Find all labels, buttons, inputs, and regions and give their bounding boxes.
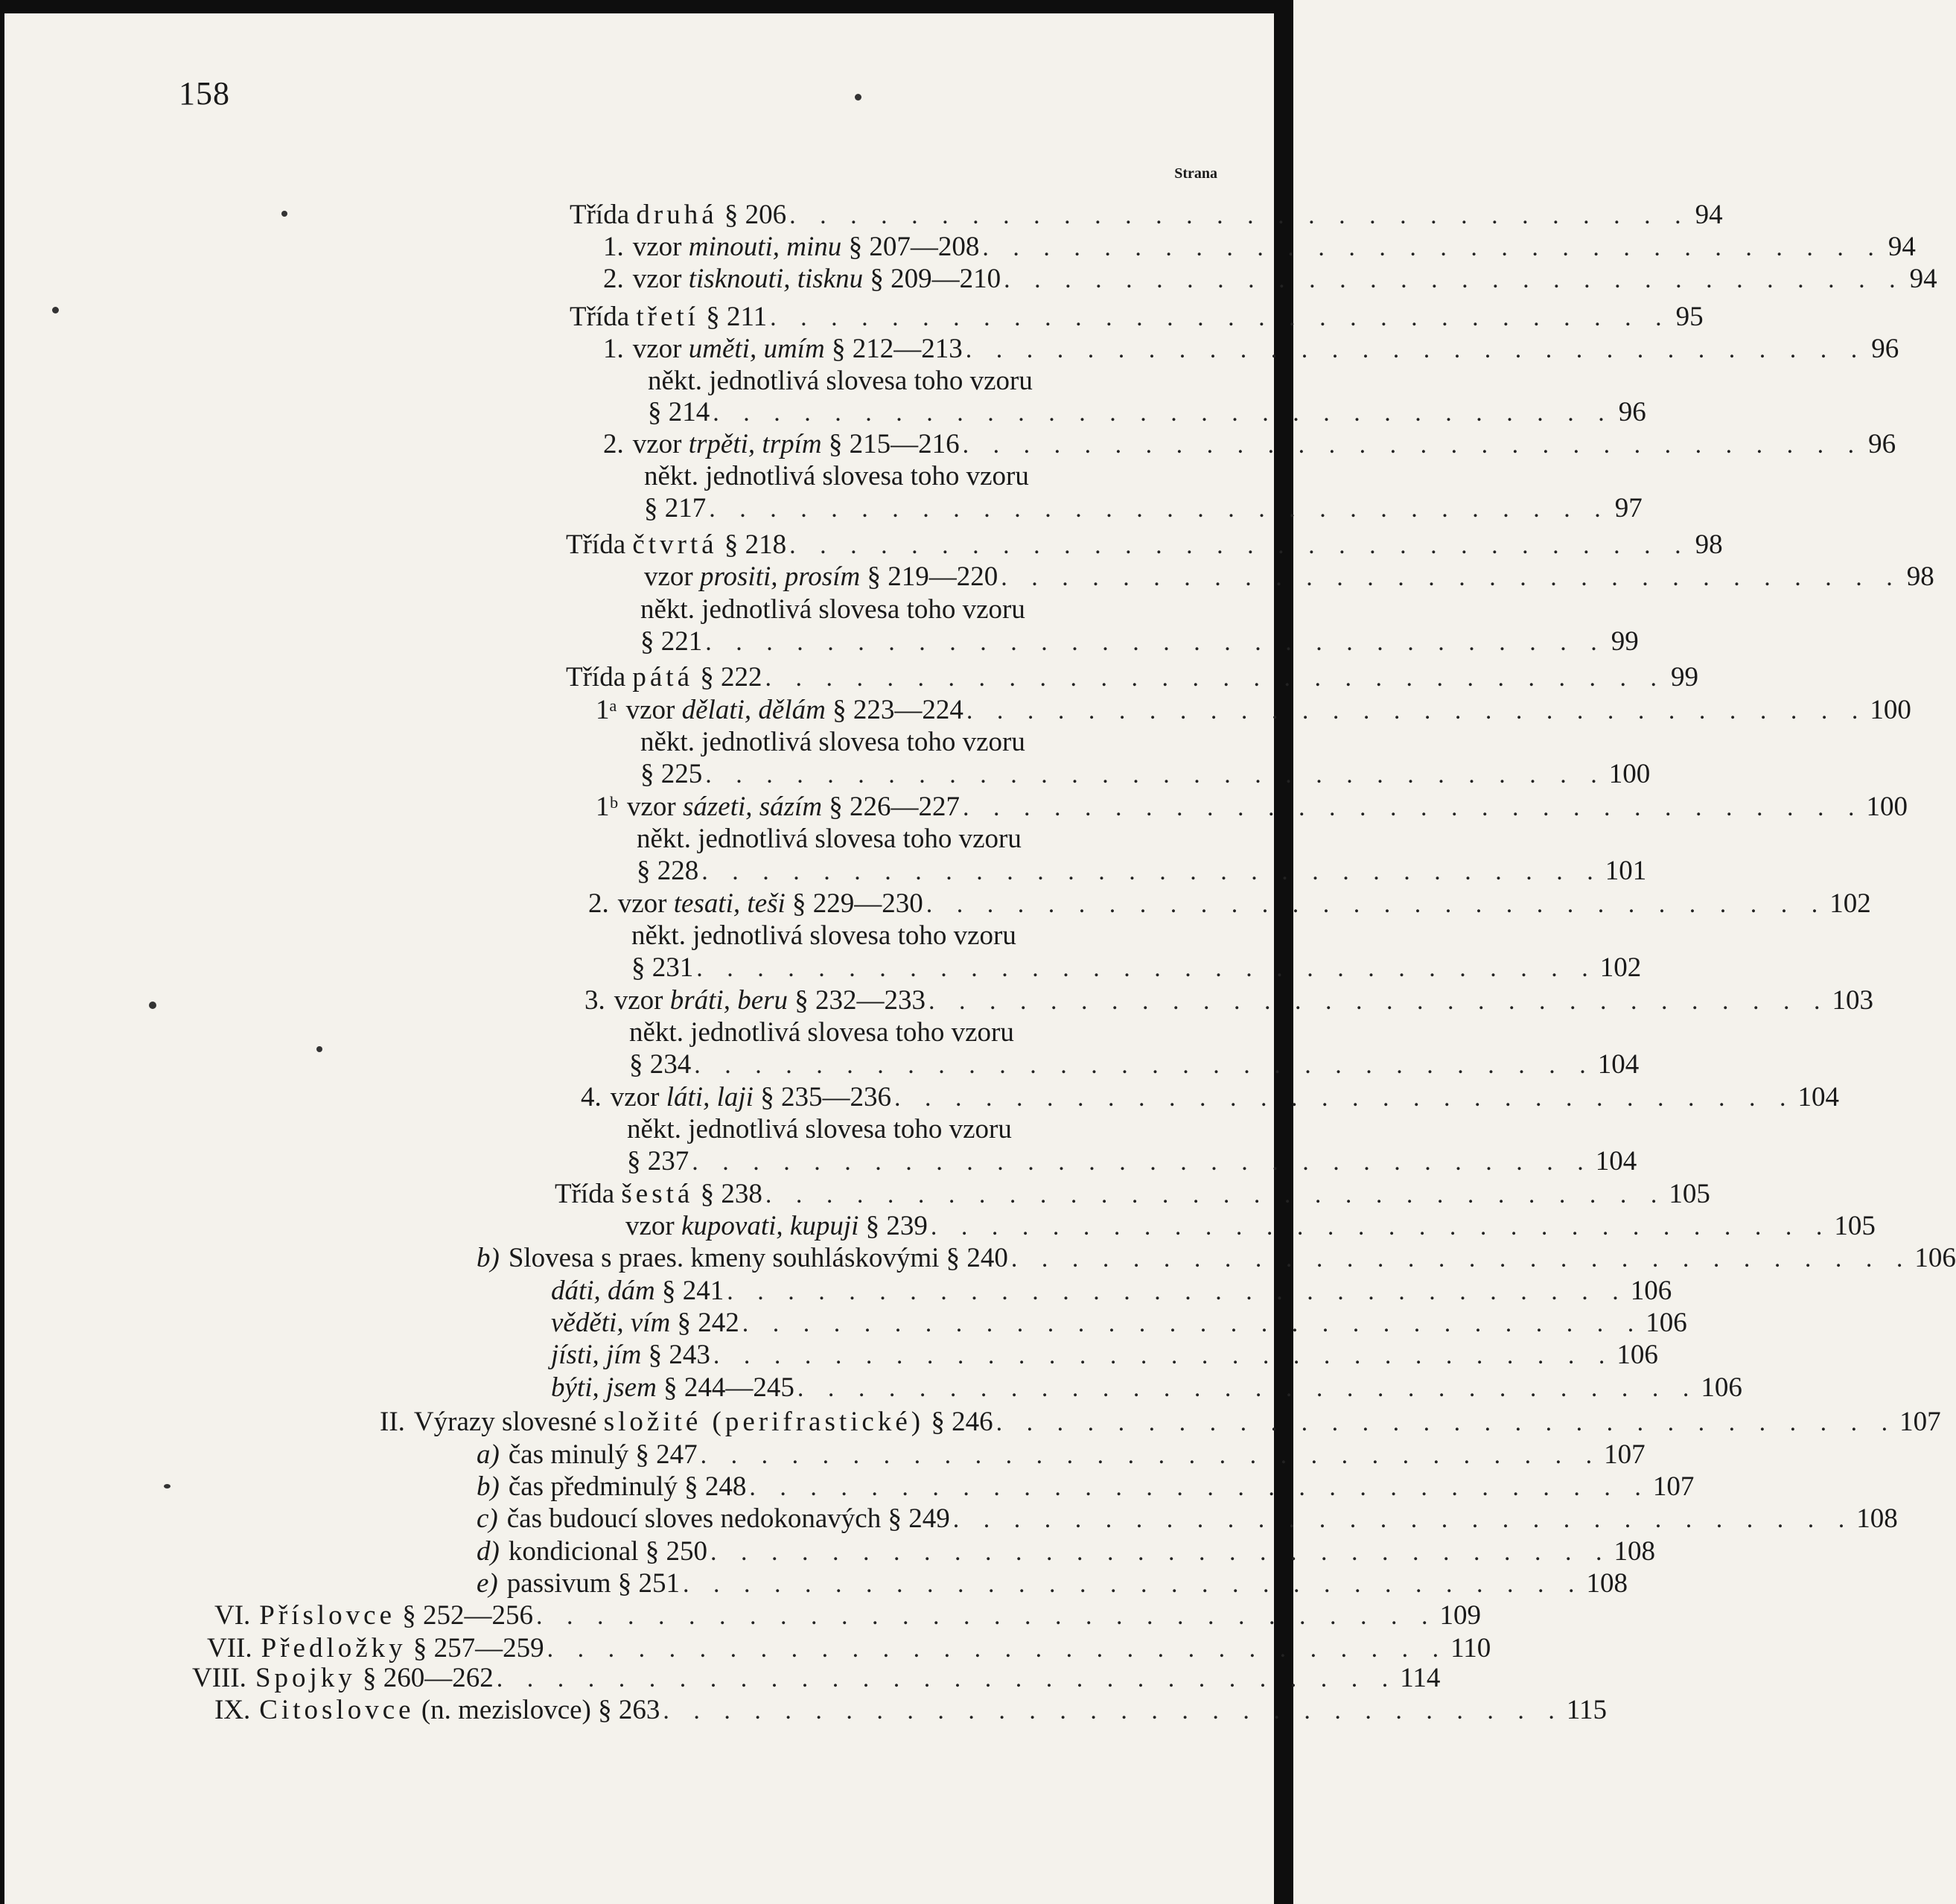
toc-entry-pattern: jísti, jím bbox=[551, 1340, 642, 1370]
toc-entry-title bbox=[629, 1048, 691, 1081]
toc-entry-text: třetí bbox=[636, 302, 699, 332]
toc-entry-page: 104 bbox=[1595, 1146, 1637, 1177]
toc-entry bbox=[644, 561, 1934, 593]
toc-entry-page: 106 bbox=[1630, 1276, 1672, 1306]
toc-entry bbox=[631, 920, 1191, 952]
toc-entry bbox=[551, 1307, 1687, 1340]
toc-dot-leader: . . . . . . . . . . . . . . . . . . . . . . . . . . . . . . bbox=[547, 1635, 1448, 1663]
toc-dot-leader: . . . . . . . . . . . . . . . . . . . . . . . . . . . . . . bbox=[696, 955, 1597, 982]
toc-entry-title bbox=[640, 758, 702, 791]
toc-entry-text: vzor bbox=[632, 232, 689, 262]
toc-entry bbox=[555, 1178, 1710, 1211]
toc-entry-number: 4. bbox=[581, 1082, 602, 1112]
toc-entry-text: § 239 bbox=[858, 1211, 928, 1241]
toc-entry-text: § 212—213 bbox=[824, 334, 963, 364]
toc-entry-title bbox=[627, 1113, 1012, 1146]
toc-entry bbox=[566, 529, 1723, 561]
toc-entry-text: Třída bbox=[566, 529, 633, 560]
toc-entry bbox=[477, 1439, 1646, 1471]
toc-entry bbox=[603, 263, 1937, 296]
toc-entry-text: § 232—233 bbox=[788, 985, 926, 1016]
toc-entry-number: 3. bbox=[584, 985, 605, 1016]
toc-dot-leader: . . . . . . . . . . . . . . . . . . . . . . . . . . . . . . bbox=[966, 697, 1867, 725]
toc-entry-number: d) bbox=[477, 1536, 500, 1567]
toc-entry-number: 2. bbox=[603, 264, 624, 294]
toc-entry bbox=[477, 1535, 1656, 1568]
toc-entry-pattern: láti, laji bbox=[666, 1082, 754, 1112]
toc-entry-text: § 207—208 bbox=[841, 232, 980, 262]
toc-entry-title bbox=[633, 263, 1001, 296]
toc-entry bbox=[477, 1242, 1956, 1275]
toc-entry-title bbox=[644, 561, 998, 593]
toc-entry-page: 94 bbox=[1695, 200, 1723, 230]
toc-entry-pattern: tisknouti, tisknu bbox=[688, 264, 864, 294]
toc-dot-leader: . . . . . . . . . . . . . . . . . . . . . . . . . . . . . . bbox=[692, 1148, 1593, 1176]
toc-entry-title bbox=[259, 1694, 660, 1727]
column-header-strana: Strana bbox=[1174, 165, 1217, 182]
toc-entry-text: druhá bbox=[636, 200, 718, 230]
toc-entry-page: 102 bbox=[1599, 952, 1642, 983]
toc-entry bbox=[192, 1662, 1441, 1695]
scan-border-top bbox=[0, 0, 1293, 13]
toc-entry-pattern: trpěti, trpím bbox=[688, 429, 822, 459]
toc-entry-page: 106 bbox=[1646, 1308, 1687, 1338]
toc-entry-text: § 243 bbox=[641, 1340, 710, 1370]
toc-entry bbox=[627, 1145, 1637, 1178]
toc-entry-text: § 235—236 bbox=[753, 1082, 891, 1112]
toc-entry-text: § 242 bbox=[670, 1308, 739, 1338]
toc-entry-text: vzor bbox=[632, 334, 689, 364]
toc-entry-text: § 214 bbox=[648, 397, 710, 427]
toc-entry bbox=[551, 1339, 1658, 1372]
toc-entry bbox=[644, 460, 1191, 493]
toc-entry bbox=[207, 1632, 1491, 1665]
toc-entry-page: 107 bbox=[1652, 1471, 1695, 1502]
toc-entry-page: 101 bbox=[1605, 856, 1647, 886]
toc-entry-text: Výrazy slovesné bbox=[413, 1407, 604, 1437]
scan-speck bbox=[149, 1002, 156, 1009]
toc-entry-text: kondicional § 250 bbox=[508, 1536, 708, 1567]
toc-dot-leader: . . . . . . . . . . . . . . . . . . . . . . . . . . . . . . bbox=[965, 336, 1867, 363]
toc-dot-leader: . . . . . . . . . . . . . . . . . . . . . . . . . . . . . . bbox=[701, 858, 1602, 885]
scan-speck bbox=[281, 211, 287, 217]
toc-entry-text: passivum § 251 bbox=[506, 1568, 681, 1599]
toc-entry-page: 96 bbox=[1871, 334, 1899, 364]
toc-dot-leader: . . . . . . . . . . . . . . . . . . . . . . . . . . . . . . bbox=[952, 1506, 1854, 1533]
toc-entry-text: někt. jednotlivá slovesa toho vzoru bbox=[627, 1114, 1012, 1144]
toc-entry-title bbox=[509, 1439, 698, 1471]
toc-entry-text: § 257—259 bbox=[406, 1633, 544, 1663]
toc-entry-page: 100 bbox=[1608, 759, 1651, 789]
toc-entry-text: vzor bbox=[632, 429, 689, 459]
toc-dot-leader: . . . . . . . . . . . . . . . . . . . . . . . . . . . . . . bbox=[765, 1181, 1666, 1209]
toc-entry-page: 104 bbox=[1797, 1082, 1839, 1112]
toc-entry-text: § 246 bbox=[924, 1407, 993, 1437]
toc-entry-pattern: tesati, teši bbox=[673, 888, 786, 919]
toc-entry-title bbox=[640, 625, 702, 658]
toc-entry-text: vzor bbox=[632, 264, 689, 294]
toc-entry-page: 110 bbox=[1450, 1633, 1491, 1663]
toc-dot-leader: . . . . . . . . . . . . . . . . . . . . . . . . . . . . . . bbox=[536, 1602, 1437, 1630]
toc-entry-text: čtvrtá bbox=[632, 529, 718, 560]
toc-entry bbox=[629, 1016, 1191, 1049]
toc-entry-title bbox=[644, 492, 706, 525]
toc-dot-leader: . . . . . . . . . . . . . . . . . . . . . . . . . . . . . . bbox=[710, 1538, 1611, 1566]
toc-entry-title bbox=[627, 1145, 689, 1178]
toc-entry-text: někt. jednotlivá slovesa toho vzoru bbox=[640, 594, 1025, 625]
toc-entry-number: 1. bbox=[603, 334, 624, 364]
toc-entry-title bbox=[640, 593, 1025, 626]
toc-entry-text: někt. jednotlivá slovesa toho vzoru bbox=[629, 1017, 1014, 1048]
toc-entry-page: 102 bbox=[1829, 888, 1871, 919]
toc-entry-text: § 222 bbox=[693, 662, 762, 692]
toc-entry-text: § 226—227 bbox=[822, 792, 961, 822]
toc-entry-text: § 219—220 bbox=[860, 561, 998, 592]
toc-entry-page: 106 bbox=[1701, 1372, 1742, 1403]
toc-dot-leader: . . . . . . . . . . . . . . . . . . . . . . . . . . . . . . bbox=[742, 1310, 1643, 1337]
toc-entry-page: 105 bbox=[1669, 1179, 1710, 1209]
toc-dot-leader: . . . . . . . . . . . . . . . . . . . . . . . . . . . . . . bbox=[1004, 266, 1905, 293]
toc-entry-text: Předložky bbox=[261, 1633, 407, 1663]
toc-entry-title bbox=[614, 984, 926, 1017]
toc-entry-text: Slovesa s praes. kmeny souhláskovými § 240 bbox=[508, 1243, 1008, 1273]
toc-entry bbox=[214, 1694, 1608, 1727]
scan-speck bbox=[52, 307, 59, 313]
toc-entry-number: c) bbox=[477, 1503, 498, 1534]
scan-border-left bbox=[0, 0, 4, 1904]
toc-entry-page: 95 bbox=[1675, 302, 1704, 332]
toc-entry-pattern: dělati, dělám bbox=[681, 695, 826, 725]
toc-dot-leader: . . . . . . . . . . . . . . . . . . . . . . . . . . . . . . bbox=[713, 1342, 1614, 1369]
toc-entry-pattern: prositi, prosím bbox=[700, 561, 861, 592]
toc-entry-number: 1ᵃ bbox=[596, 695, 617, 725]
toc-dot-leader: . . . . . . . . . . . . . . . . . . . . . . . . . . . . . . bbox=[713, 399, 1613, 427]
toc-entry-text: vzor bbox=[617, 888, 674, 919]
toc-entry-pattern: bráti, beru bbox=[669, 985, 789, 1016]
toc-entry-page: 99 bbox=[1611, 626, 1639, 657]
toc-entry bbox=[637, 823, 1191, 856]
toc-entry-number: IX. bbox=[214, 1695, 251, 1725]
toc-entry-number: 2. bbox=[588, 888, 609, 919]
toc-entry-title bbox=[648, 365, 1033, 398]
toc-entry-title bbox=[640, 726, 1025, 759]
toc-entry-number: 1. bbox=[603, 232, 624, 262]
toc-entry bbox=[644, 492, 1643, 525]
toc-entry-text: někt. jednotlivá slovesa toho vzoru bbox=[644, 461, 1029, 491]
toc-dot-leader: . . . . . . . . . . . . . . . . . . . . . . . . . . . . . . bbox=[926, 891, 1827, 918]
toc-entry-title bbox=[261, 1632, 544, 1665]
toc-entry-text: § 223—224 bbox=[825, 695, 963, 725]
toc-entry-text: Třída bbox=[570, 302, 637, 332]
toc-entry bbox=[551, 1372, 1742, 1404]
toc-entry-text: Třída bbox=[566, 662, 633, 692]
toc-dot-leader: . . . . . . . . . . . . . . . . . . . . . . . . . . . . . . bbox=[727, 1278, 1628, 1305]
toc-entry-title bbox=[551, 1307, 739, 1340]
toc-dot-leader: . . . . . . . . . . . . . . . . . . . . . . . . . . . . . . bbox=[962, 431, 1864, 459]
toc-entry-pattern: kupovati, kupuji bbox=[681, 1211, 859, 1241]
toc-entry-text: Citoslovce bbox=[259, 1695, 415, 1725]
toc-entry-text: čas minulý § 247 bbox=[508, 1439, 698, 1470]
toc-entry-page: 96 bbox=[1618, 397, 1646, 427]
toc-entry-text: § 237 bbox=[627, 1146, 689, 1177]
toc-entry-number: 2. bbox=[603, 429, 624, 459]
scan-speck bbox=[164, 1484, 171, 1489]
toc-entry-text: § 244—245 bbox=[656, 1372, 794, 1403]
toc-entry-title bbox=[566, 661, 762, 694]
toc-entry-title bbox=[570, 301, 767, 334]
toc-dot-leader: . . . . . . . . . . . . . . . . . . . . . . . . . . . . . . bbox=[1001, 564, 1902, 591]
toc-entry bbox=[570, 301, 1704, 334]
toc-dot-leader: . . . . . . . . . . . . . . . . . . . . . . . . . . . . . . bbox=[694, 1051, 1595, 1079]
toc-entry-number: II. bbox=[380, 1407, 405, 1437]
toc-entry-text: Třída bbox=[555, 1179, 622, 1209]
toc-entry bbox=[648, 365, 1191, 398]
toc-entry-text: § 229—230 bbox=[785, 888, 923, 919]
toc-dot-leader: . . . . . . . . . . . . . . . . . . . . . . . . . . . . . . bbox=[789, 202, 1690, 229]
toc-dot-leader: . . . . . . . . . . . . . . . . . . . . . . . . . . . . . . bbox=[1010, 1245, 1912, 1273]
toc-entry-text: § 211 bbox=[698, 302, 768, 332]
toc-entry bbox=[631, 952, 1642, 984]
toc-entry-title bbox=[611, 1081, 891, 1114]
toc-entry-number: e) bbox=[477, 1568, 498, 1599]
toc-entry bbox=[570, 199, 1723, 232]
toc-entry bbox=[603, 333, 1899, 366]
toc-entry-page: 107 bbox=[1604, 1439, 1646, 1470]
toc-entry-text: vzor bbox=[625, 695, 682, 725]
toc-entry-text: vzor bbox=[610, 1082, 666, 1112]
toc-entry-page: 104 bbox=[1597, 1049, 1640, 1080]
toc-entry-title bbox=[509, 1535, 707, 1568]
toc-entry-text: § 241 bbox=[654, 1276, 724, 1306]
toc-entry bbox=[625, 1210, 1876, 1243]
toc-entry-title bbox=[627, 791, 960, 824]
toc-entry-title bbox=[626, 694, 963, 727]
toc-entry bbox=[566, 661, 1698, 694]
toc-entry-page: 94 bbox=[1887, 232, 1916, 262]
toc-dot-leader: . . . . . . . . . . . . . . . . . . . . . . . . . . . . . . bbox=[797, 1375, 1698, 1402]
toc-entry-title bbox=[566, 529, 786, 561]
toc-entry-text: vzor bbox=[614, 985, 670, 1016]
toc-entry-text: § 206 bbox=[717, 200, 787, 230]
toc-entry-page: 98 bbox=[1906, 561, 1934, 592]
toc-entry-pattern: býti, jsem bbox=[551, 1372, 657, 1403]
toc-entry-page: 100 bbox=[1866, 792, 1908, 822]
toc-dot-leader: . . . . . . . . . . . . . . . . . . . . . . . . . . . . . . bbox=[930, 1213, 1832, 1241]
toc-entry-title bbox=[618, 888, 923, 920]
toc-entry-page: 98 bbox=[1695, 529, 1723, 560]
toc-dot-leader: . . . . . . . . . . . . . . . . . . . . . . . . . . . . . . bbox=[995, 1409, 1897, 1436]
toc-entry-pattern: dáti, dám bbox=[551, 1276, 655, 1306]
toc-entry-text: někt. jednotlivá slovesa toho vzoru bbox=[631, 920, 1016, 951]
toc-entry bbox=[551, 1275, 1672, 1308]
toc-entry bbox=[477, 1503, 1898, 1535]
toc-entry bbox=[603, 428, 1896, 461]
toc-entry-text: někt. jednotlivá slovesa toho vzoru bbox=[648, 366, 1033, 396]
toc-entry-text: vzor bbox=[626, 792, 683, 822]
toc-dot-leader: . . . . . . . . . . . . . . . . . . . . . . . . . . . . . . bbox=[709, 495, 1610, 523]
toc-entry bbox=[581, 1081, 1839, 1114]
toc-entry bbox=[603, 231, 1916, 264]
toc-entry-text: § 228 bbox=[637, 856, 699, 886]
toc-entry-title bbox=[637, 823, 1022, 856]
toc-entry-number: VIII. bbox=[192, 1663, 246, 1693]
toc-entry-title bbox=[259, 1599, 533, 1632]
toc-dot-leader: . . . . . . . . . . . . . . . . . . . . . . . . . . . . . . bbox=[749, 1474, 1650, 1501]
toc-dot-leader: . . . . . . . . . . . . . . . . . . . . . . . . . . . . . . bbox=[683, 1570, 1584, 1598]
page-number: 158 bbox=[179, 75, 230, 112]
toc-entry-title bbox=[631, 920, 1016, 952]
toc-entry-text: čas budoucí sloves nedokonavých § 249 bbox=[506, 1503, 950, 1534]
toc-entry bbox=[640, 625, 1639, 658]
toc-entry-text: čas předminulý § 248 bbox=[508, 1471, 747, 1502]
toc-dot-leader: . . . . . . . . . . . . . . . . . . . . . . . . . . . . . . bbox=[893, 1084, 1795, 1112]
toc-entry-text: vzor bbox=[644, 561, 700, 592]
toc-entry-page: 108 bbox=[1856, 1503, 1898, 1534]
toc-entry-title bbox=[507, 1503, 950, 1535]
toc-entry-page: 97 bbox=[1614, 493, 1643, 523]
toc-dot-leader: . . . . . . . . . . . . . . . . . . . . . . . . . . . . . . bbox=[982, 234, 1883, 261]
toc-dot-leader: . . . . . . . . . . . . . . . . . . . . . . . . . . . . . . bbox=[705, 761, 1606, 789]
toc-entry-page: 108 bbox=[1586, 1568, 1628, 1599]
toc-dot-leader: . . . . . . . . . . . . . . . . . . . . . . . . . . . . . . bbox=[496, 1665, 1398, 1693]
toc-entry-title bbox=[551, 1372, 794, 1404]
toc-entry-title bbox=[633, 231, 980, 264]
toc-entry-title bbox=[551, 1339, 710, 1372]
toc-entry-page: 115 bbox=[1566, 1695, 1608, 1725]
toc-entry-pattern: věděti, vím bbox=[551, 1308, 671, 1338]
scan-speck bbox=[316, 1046, 322, 1052]
toc-entry-page: 94 bbox=[1909, 264, 1937, 294]
toc-entry-text: složité (perifrastické) bbox=[603, 1407, 925, 1437]
toc-entry-text: § 215—216 bbox=[821, 429, 960, 459]
toc-entry-pattern: sázeti, sázím bbox=[682, 792, 823, 822]
toc-entry-text: šestá bbox=[621, 1179, 694, 1209]
toc-dot-leader: . . . . . . . . . . . . . . . . . . . . . . . . . . . . . . bbox=[770, 304, 1671, 331]
toc-entry bbox=[596, 791, 1908, 824]
toc-entry-text: pátá bbox=[632, 662, 693, 692]
toc-dot-leader: . . . . . . . . . . . . . . . . . . . . . . . . . . . . . . bbox=[700, 1442, 1602, 1469]
toc-entry-text: někt. jednotlivá slovesa toho vzoru bbox=[637, 824, 1022, 854]
toc-entry-title bbox=[644, 460, 1029, 493]
toc-entry-page: 109 bbox=[1439, 1600, 1481, 1631]
toc-entry-number: a) bbox=[477, 1439, 500, 1470]
toc-entry bbox=[637, 855, 1647, 888]
toc-entry-title bbox=[570, 199, 786, 232]
toc-entry-title bbox=[555, 1178, 762, 1211]
toc-dot-leader: . . . . . . . . . . . . . . . . . . . . . . . . . . . . . . bbox=[928, 987, 1829, 1015]
toc-dot-leader: . . . . . . . . . . . . . . . . . . . . . . . . . . . . . . bbox=[963, 794, 1864, 821]
toc-entry-number: b) bbox=[477, 1243, 500, 1273]
toc-entry-page: 106 bbox=[1914, 1243, 1956, 1273]
toc-entry-pattern: minouti, minu bbox=[688, 232, 842, 262]
toc-entry bbox=[596, 694, 1911, 727]
toc-entry-text: § 238 bbox=[693, 1179, 762, 1209]
toc-entry-text: Spojky bbox=[255, 1663, 356, 1693]
toc-entry-number: 1ᵇ bbox=[596, 792, 618, 822]
toc-entry-text: § 218 bbox=[717, 529, 787, 560]
toc-dot-leader: . . . . . . . . . . . . . . . . . . . . . . . . . . . . . . bbox=[765, 664, 1666, 692]
toc-entry-page: 114 bbox=[1400, 1663, 1441, 1693]
toc-entry-text: § 217 bbox=[644, 493, 707, 523]
toc-entry-text: § 225 bbox=[640, 759, 703, 789]
toc-dot-leader: . . . . . . . . . . . . . . . . . . . . . . . . . . . . . . bbox=[705, 628, 1606, 656]
toc-entry-text: § 252—256 bbox=[395, 1600, 533, 1631]
toc-dot-leader: . . . . . . . . . . . . . . . . . . . . . . . . . . . . . . bbox=[789, 532, 1690, 559]
toc-entry bbox=[629, 1048, 1640, 1081]
toc-entry-title bbox=[551, 1275, 724, 1308]
toc-entry-title bbox=[625, 1210, 928, 1243]
toc-entry-title bbox=[631, 952, 693, 984]
toc-entry-title bbox=[507, 1567, 680, 1600]
toc-entry bbox=[640, 593, 1191, 626]
toc-entry bbox=[588, 888, 1871, 920]
toc-entry bbox=[640, 758, 1651, 791]
toc-entry-page: 100 bbox=[1870, 695, 1911, 725]
toc-entry bbox=[648, 396, 1646, 429]
toc-entry-title bbox=[414, 1406, 993, 1439]
toc-entry-text: § 260—262 bbox=[355, 1663, 494, 1693]
toc-entry-page: 106 bbox=[1616, 1340, 1658, 1370]
toc-entry-pattern: uměti, umím bbox=[688, 334, 825, 364]
toc-entry bbox=[477, 1471, 1695, 1503]
toc-entry-number: VI. bbox=[214, 1600, 251, 1631]
toc-entry-text: § 231 bbox=[631, 952, 694, 983]
toc-entry bbox=[380, 1406, 1941, 1439]
toc-entry-page: 103 bbox=[1832, 985, 1874, 1016]
toc-entry-title bbox=[633, 428, 960, 461]
toc-entry-title bbox=[509, 1471, 747, 1503]
toc-entry-title bbox=[637, 855, 698, 888]
toc-entry-title bbox=[255, 1662, 494, 1695]
toc-entry-title bbox=[509, 1242, 1008, 1275]
toc-entry-text: někt. jednotlivá slovesa toho vzoru bbox=[640, 727, 1025, 757]
toc-entry bbox=[214, 1599, 1481, 1632]
toc-entry-number: VII. bbox=[207, 1633, 252, 1663]
toc-entry-text: Třída bbox=[570, 200, 637, 230]
toc-entry-text: § 234 bbox=[629, 1049, 692, 1080]
toc-entry-number: b) bbox=[477, 1471, 500, 1502]
toc-entry bbox=[640, 726, 1191, 759]
toc-entry-text: (n. mezislovce) § 263 bbox=[414, 1695, 660, 1725]
toc-entry-title bbox=[629, 1016, 1014, 1049]
toc-entry bbox=[627, 1113, 1191, 1146]
toc-entry-text: Příslovce bbox=[259, 1600, 395, 1631]
toc-entry-page: 96 bbox=[1868, 429, 1896, 459]
toc-entry-text: vzor bbox=[625, 1211, 681, 1241]
toc-entry-page: 107 bbox=[1899, 1407, 1941, 1437]
toc-entry-text: § 221 bbox=[640, 626, 703, 657]
toc-entry bbox=[477, 1567, 1628, 1600]
toc-entry bbox=[584, 984, 1874, 1017]
toc-entry-title bbox=[633, 333, 963, 366]
toc-dot-leader: . . . . . . . . . . . . . . . . . . . . . . . . . . . . . . bbox=[663, 1697, 1564, 1725]
toc-entry-title bbox=[648, 396, 710, 429]
toc-entry-text: § 209—210 bbox=[863, 264, 1001, 294]
toc-entry-page: 108 bbox=[1613, 1536, 1656, 1567]
toc-entry-page: 99 bbox=[1671, 662, 1698, 692]
toc-entry-page: 105 bbox=[1834, 1211, 1876, 1241]
scan-speck bbox=[855, 94, 861, 101]
